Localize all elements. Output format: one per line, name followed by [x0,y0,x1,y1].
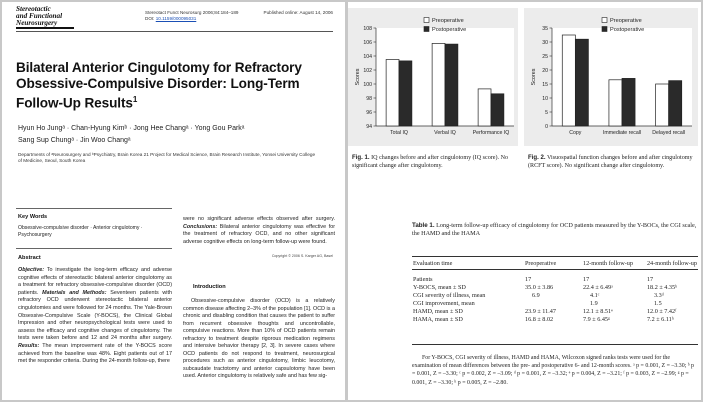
abstract-label: Conclusions: [183,223,218,230]
legend-swatch [602,18,607,23]
journal-logo-line: and Functional [16,11,63,20]
abstract-text: Bilateral anterior cingulotomy was effective for the treatment of refractory OCD, and no other significant adverse cognitive effects on long-term follow-up were found. [183,223,335,245]
abstract-body [18,267,172,366]
table-row [412,299,698,307]
legend-label: Postoperative [432,27,467,33]
y-tick-label: 106 [363,39,372,46]
doi-line [145,16,238,22]
table-cell: 17 [524,276,532,283]
table-row [412,291,698,299]
table-cell [524,299,582,307]
table-top-rule [412,256,698,257]
bar-postoperative [669,81,682,126]
y-tick-label: 98 [366,95,372,102]
table-cell: 22.4 ± 6.49ᵃ [582,283,613,291]
table-cell: Y-BOCS, mean ± SD [413,283,466,291]
abstract-heading: Abstract [18,255,41,261]
header-divider [16,31,333,32]
figure-2-caption [528,154,698,170]
table-bottom-rule [412,344,698,345]
table-cell: 1.5 [653,299,662,307]
x-tick-label: Verbal IQ [434,130,456,136]
table-cell: 35.0 ± 3.86 [524,283,554,291]
legend-label: Preoperative [610,18,642,24]
author-line: Hyun Ho Jungᵃ · Chan-Hyung Kimᵇ · Jong Hee Changᵃ · Yong Gou Parkᵃ [18,125,245,132]
introduction-heading: Introduction [193,284,226,290]
y-tick-label: 5 [545,109,548,116]
abstract-text: Seventeen patients with refractory OCD underwent stereotactic bilateral anterior cingulotomies and were followed for 24 months. The Yale-Brown Obsessive-Compulsive Scale (Y-BOCS), the Clinical Global Impression and other neuropsychological tests were used to assess the efficacy and cognitive changes of cingulotomy. The tests were taken before and 12 and 24 months after surgery. [18,289,172,342]
figure-1-panel [348,8,518,146]
table-cell: 18.2 ± 4.35ᵇ [646,283,678,291]
y-tick-label: 10 [542,95,548,102]
legend-label: Preoperative [432,18,464,24]
article-results-page [348,2,701,400]
x-tick-label: Copy [569,130,582,136]
table-cell: 23.9 ± 11.47 [524,307,556,315]
table-cell: 7.2 ± 6.11ʰ [646,315,674,323]
legend-label: Postoperative [610,27,645,33]
journal-logo [16,6,86,29]
article-first-page [2,2,345,400]
article-title [16,60,334,111]
table-row [412,307,698,315]
bar-preoperative [656,84,669,126]
table-cell: HAMD, mean ± SD [413,307,463,315]
iq-bar-chart [348,8,518,146]
table-cell: CGI improvement, mean [413,299,475,307]
table-footnote: For Y-BOCS, CGI severity of illness, HAMD and HAMA, Wilcoxon signed ranks tests were used for the examination of mean differences between the pre- and postoperative 6- and 12-month scores. ᵃ p = 0.001, Z = –3.30; ᵇ p = 0.001, Z = –3.30; ᶜ p = 0.002, Z = –3.09; ᵈ p = 0.001, Z = –3.32; ᵉ p = 0.004, Z = –3.21; ᶠ p = 0.003, Z = –2.99; ᵍ p = 0.001, Z = –3.30; ʰ p = 0.005, Z = –2.80. [412,355,695,386]
bar-postoperative [491,94,504,126]
section-divider [16,208,172,209]
abstract-label: Materials and Methods: [42,289,107,296]
y-tick-label: 96 [366,109,372,116]
keywords-heading: Key Words [18,214,48,220]
x-tick-label: Total IQ [390,130,408,136]
table-cell: Patients [413,276,433,283]
article-title-text: Bilateral Anterior Cingulotomy for Refractory Obsessive-Compulsive Disorder: Long-Term Follow-Up Results [16,60,302,111]
keywords-text: Obsessive-compulsive disorder · Anterior cingulotomy · Psychosurgery [18,225,143,239]
journal-logo-rule [16,27,74,28]
table-row [412,315,698,323]
table-1-label: Table 1. [412,222,435,229]
bar-postoperative [399,61,412,126]
published-online-date: Published online: August 14, 2006 [263,10,333,15]
bar-postoperative [575,39,588,126]
table-cell: 12.1 ± 8.51ᵉ [582,307,613,315]
table-header-row [412,258,698,268]
figure-1-caption [352,154,518,170]
y-tick-label: 104 [363,53,372,60]
introduction-text: Obsessive-compulsive disorder (OCD) is a relatively common disease affecting 2–3% of the population [1]. OCD is a chronic and disabling condition that causes the patient to suffer from recurrent obsessive thoughts and uncontrollable, compulsive reactions. More than 10% of OCD patients remain refractory to treatment despite rigorous medication regimens and intensive behavior therapy [2, 3]. In severe cases where OCD patients do not respond to treatment, neurosurgical procedures such as anterior cingulotomy, limbic leucotomy, subcaudate tractotomy and anterior capsulotomy have been used. Anterior cingulotomy is relatively safe and has few sig- [183,298,335,380]
abstract-label: Objective: [18,267,45,273]
legend-swatch [602,27,607,32]
column-header: 24-month follow-up [646,259,697,267]
y-tick-label: 94 [366,123,372,130]
table-cell: 1.9 [589,299,598,307]
bar-preoperative [609,80,622,126]
table-cell: 4.1ᶜ [589,291,600,299]
abstract-continuation [183,216,335,246]
x-tick-label: Performance IQ [472,130,510,136]
figure-1-caption-text: IQ changes before and after cingulotomy (IQ score). No significant change after cingulotomy. [352,155,509,170]
journal-logo-line: Neurosurgery [16,18,58,27]
rcft-bar-chart [524,8,698,146]
figure-2-label: Fig. 2. [528,154,546,161]
copyright-notice: Copyright © 2006 S. Karger AG, Basel [271,254,333,258]
citation-block [145,10,238,22]
table-row [412,283,698,291]
doi-label: DOI: [145,16,155,21]
y-axis-label: Scores [355,68,361,86]
y-tick-label: 20 [542,67,548,74]
table-cell: HAMA, mean ± SD [413,315,463,323]
y-tick-label: 108 [363,25,372,32]
journal-logo-line: Stereotactic [16,5,51,13]
table-cell: 3.3ᵈ [653,291,664,299]
table-cell: CGI severity of illness, mean [413,291,486,299]
column-header: 12-month follow-up [582,259,633,267]
bar-preoperative [562,35,575,126]
abstract-text: were no significant adverse effects observed after surgery. [183,216,335,222]
column-header: Preoperative [524,259,557,267]
y-tick-label: 100 [363,81,372,88]
bar-postoperative [622,78,635,126]
table-cell: 16.8 ± 8.02 [524,315,554,323]
table-1-caption-text: Long-term follow-up efficacy of cingulotomy for OCD patients measured by the Y-BOCs, the CGI scale, the HAMD and the HAMA [412,222,697,238]
x-tick-label: Delayed recall [652,130,686,136]
doi-link[interactable]: 10.1159/000095031 [155,16,197,21]
legend-swatch [424,27,429,32]
bar-postoperative [445,44,458,126]
table-cell: 17 [582,276,590,283]
table-cell: 12.0 ± 7.42ᶠ [646,307,677,315]
bar-preoperative [478,89,491,126]
legend-swatch [424,18,429,23]
affiliation: Departments of ᵃNeurosurgery and ᵇPsychiatry, Brain Korea 21 Project for Medical Science, Brain Research Institute, Yonsei University College of Medicine, Seoul, South Korea [18,152,316,164]
table-cell: 17 [646,276,654,283]
x-tick-label: Immediate recall [602,130,642,136]
table-1-caption [412,222,698,239]
bar-preoperative [432,43,445,126]
author-line: Sang Sup Chungᵃ · Jin Woo Changᵃ [18,136,131,144]
y-tick-label: 25 [542,53,548,60]
results-table [412,258,698,323]
column-header: Evaluation time [413,259,453,267]
y-axis-label: Scores [531,68,537,86]
y-tick-label: 0 [545,123,548,130]
bar-preoperative [386,60,399,127]
table-cell: 7.9 ± 6.45ᵍ [582,315,610,323]
abstract-label: Results: [18,342,40,349]
y-tick-label: 30 [542,39,548,46]
y-tick-label: 15 [542,81,548,88]
y-tick-label: 35 [542,25,548,32]
figure-2-caption-text: Visuospatial function changes before and after cingulotomy (RCFT score). No significant change after cingulotomy. [528,155,693,170]
title-footnote-mark: 1 [132,94,138,104]
table-cell: 6.9 [531,291,540,299]
y-tick-label: 102 [363,67,372,74]
section-divider [16,248,172,249]
abstract-text: To investigate the long-term efficacy and adverse cognitive effects of stereotactic bilateral anterior cingulotomy as a treatment for refractory obsessive-compulsive disorder (OCD) patients. [18,267,172,296]
figure-1-label: Fig. 1. [352,154,370,161]
abstract-text: The mean improvement rate of the Y-BOCS score achieved from the baseline was 48%. Eight patients out of 17 met the responder criteria. During the 24-month follow-up, there [18,342,172,365]
citation-text: Stereotact Funct Neurosurg 2006;84:184–189 [145,10,239,15]
table-row [412,268,698,283]
author-list [18,123,318,146]
figure-2-panel [524,8,698,146]
